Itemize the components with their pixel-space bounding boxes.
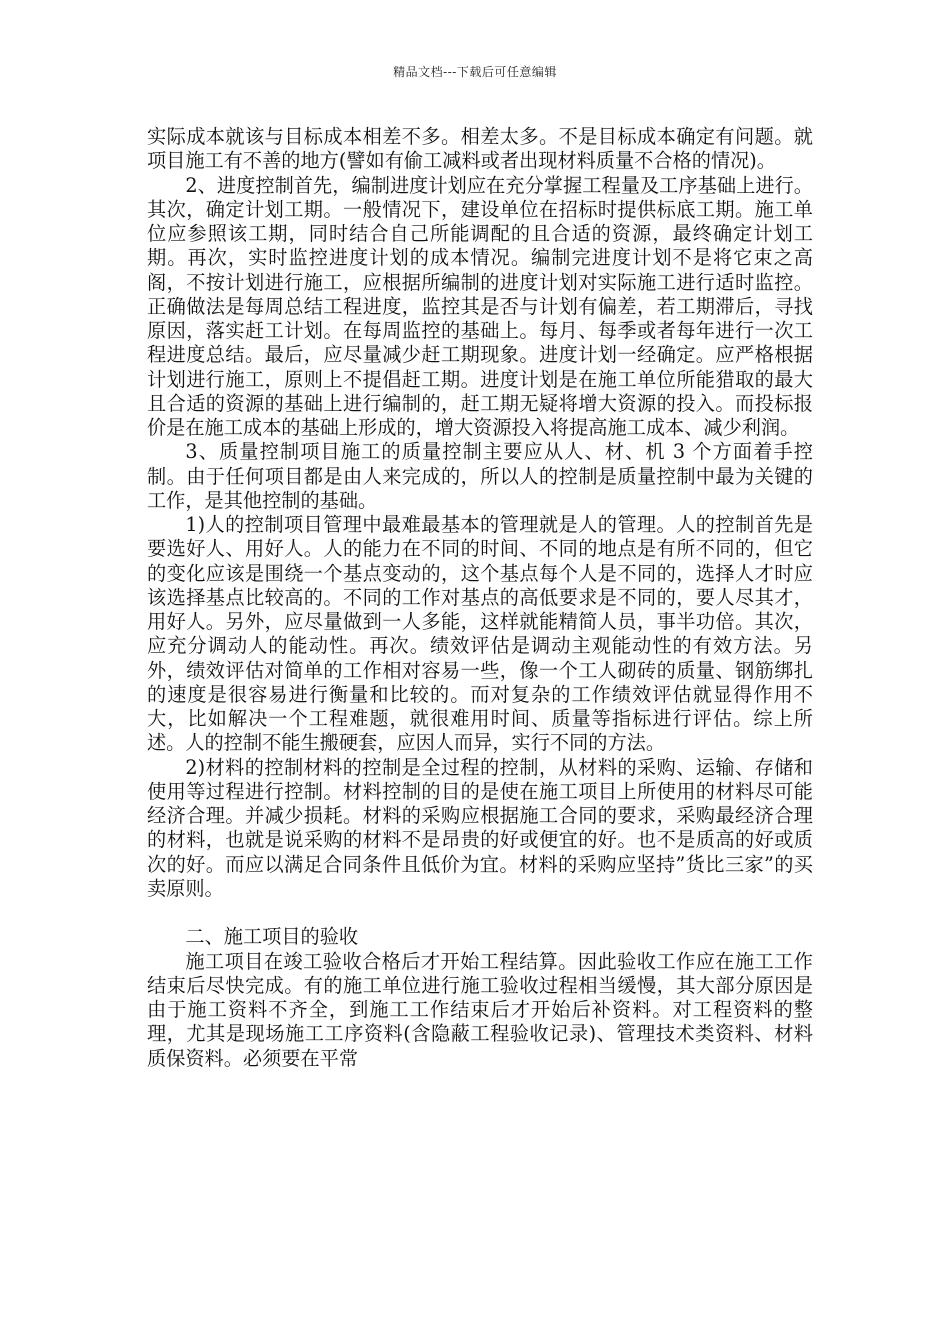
paragraph-people-control: 1)人的控制项目管理中最难最基本的管理就是人的管理。人的控制首先是要选好人、用好人。人的能力在不同的时间、不同的地点是有所不同的，但它的变化应该是围绕一个基点变动的，这个基点每个人是不同的，选择人才时应该选择基点比较高的。不同的工作对基点的高低要求是不同的，要人尽其才，用好人。另外，应尽量做到一人多能，这样就能精简人员，事半功倍。其次，应充分调动人的能动性。再次。绩效评估是调动主观能动性的有效方法。另外，绩效评估对简单的工作相对容易一些，像一个工人砌砖的质量、钢筋绑扎的速度是很容易进行衡量和比较的。而对复杂的工作绩效评估就显得作用不大，比如解决一个工程难题，就很难用时间、质量等指标进行评估。综上所述。人的控制不能生搬硬套，应因人而异，实行不同的方法。	[147, 513, 813, 755]
paragraph-quality-control: 3、质量控制项目施工的质量控制主要应从人、材、机 3 个方面着手控制。由于任何项目都是由人来完成的，所以人的控制是质量控制中最为关键的工作，是其他控制的基础。	[147, 440, 813, 512]
section-heading-acceptance: 二、施工项目的验收	[185, 925, 359, 949]
paragraph-material-control: 2)材料的控制材料的控制是全过程的控制，从材料的采购、运输、存储和使用等过程进行控制。材料控制的目的是使在施工项目上所使用的材料尽可能经济合理。并减少损耗。材料的采购应根据施工合同的要求，采购最经济合理的材料，也就是说采购的材料不是昂贵的好或便宜的好。也不是质高的好或质次的好。而应以满足合同条件且低价为宜。材料的采购应坚持”货比三家”的买卖原则。	[147, 755, 813, 900]
document-body	[147, 125, 813, 1071]
page-header: 精品文档---下载后可任意编辑	[393, 65, 557, 79]
paragraph-schedule-control: 2、进度控制首先，编制进度计划应在充分掌握工程量及工序基础上进行。其次，确定计划工期。一般情况下，建设单位在招标时提供标底工期。施工单位应参照该工期，同时结合自己所能调配的且合适的资源，最终确定计划工期。再次，实时监控进度计划的成本情况。编制完进度计划不是将它束之高阁，不按计划进行施工，应根据所编制的进度计划对实际施工进行适时监控。正确做法是每周总结工程进度，监控其是否与计划有偏差，若工期滞后，寻找原因，落实赶工计划。在每周监控的基础上。每月、每季或者每年进行一次工程进度总结。最后，应尽量减少赶工期现象。进度计划一经确定。应严格根据计划进行施工，原则上不提倡赶工期。进度计划是在施工单位所能猎取的最大且合适的资源的基础上进行编制的，赶工期无疑将增大资源的投入。而投标报价是在施工成本的基础上形成的，增大资源投入将提高施工成本、减少利润。	[147, 173, 813, 439]
section-spacer	[147, 901, 813, 925]
paragraph-acceptance: 施工项目在竣工验收合格后才开始工程结算。因此验收工作应在施工工作结束后尽快完成。有的施工单位进行施工验收过程相当缓慢，其大部分原因是由于施工资料不齐全，到施工工作结束后才开始后补资料。对工程资料的整理，尤其是现场施工工序资料(含隐蔽工程验收记录)、管理技术类资料、材料质保资料。必须要在平常	[147, 949, 813, 1070]
paragraph-cost-conclusion: 实际成本就该与目标成本相差不多。相差太多。不是目标成本确定有问题。就项目施工有不善的地方(譬如有偷工减料或者出现材料质量不合格的情况)。	[147, 125, 813, 173]
